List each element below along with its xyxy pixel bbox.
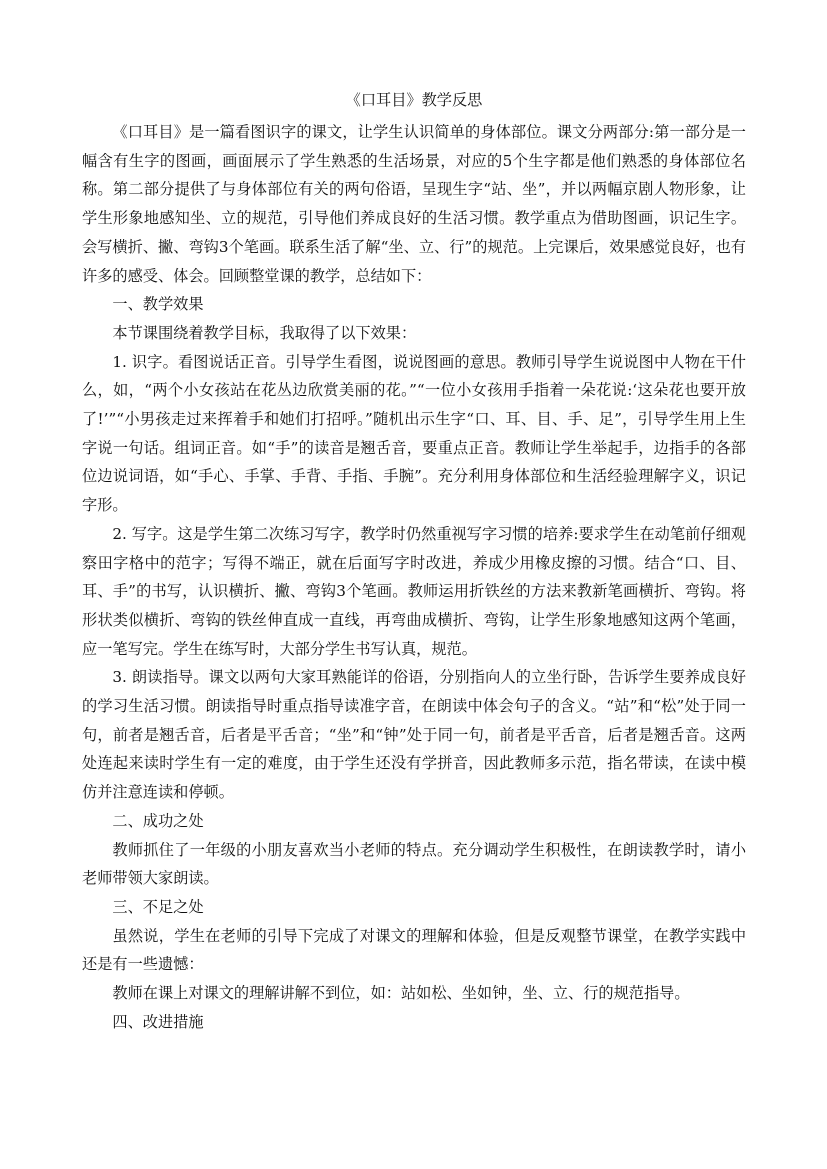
paragraph-literacy: 1. 识字。看图说话正音。引导学生看图，说说图画的意思。教师引导学生说说图中人物在干什么，如，“两个小女孩站在花丛边欣赏美丽的花。”“一位小女孩用手指着一朵花说:‘这朵花也要开放了!’”“小男孩走过来挥着手和她们打招呼。”随机出示生字“口、耳、目、手、足”，引导学生用上生字说一句话。组词正音。如“手”的读音是翘舌音，要重点正音。教师让学生举起手，边指手的各部位边说词语，如“手心、手掌、手背、手指、手腕”。充分利用身体部位和生活经验理解字义，识记字形。 — [82, 352, 746, 515]
paragraph-intro: 《口耳目》是一篇看图识字的课文，让学生认识简单的身体部位。课文分两部分:第一部分是一幅含有生字的图画，画面展示了学生熟悉的生活场景，对应的5个生字都是他们熟悉的身体部位名称。第二部分提供了与身体部位有关的两句俗语，呈现生字“站、坐”，并以两幅京剧人物形象，让学生形象地感知坐、立的规范，引导他们养成良好的生活习惯。教学重点为借助图画，识记生字。会写横折、撇、弯钩3个笔画。联系生活了解“坐、立、行”的规范。上完课后，效果感觉良好，也有许多的感受、体会。回顾整堂课的教学，总结如下： — [82, 123, 746, 285]
paragraph-effects-intro: 本节课围绕着教学目标，我取得了以下效果： — [112, 323, 417, 342]
section-heading-improvements: 四、改进措施 — [112, 1012, 204, 1031]
paragraph-reading: 3. 朗读指导。课文以两句大家耳熟能详的俗语，分别指向人的立坐行卧，告诉学生要养成良好的学习生活习惯。朗读指导时重点指导读准字音，在朗读中体会句子的含义。“站”和“松”处于同一句，前者是翘舌音，后者是平舌音；“坐”和“钟”处于同一句，前者是平舌音，后者是翘舌音。这两处连起来读时学生有一定的难度，由于学生还没有学拼音，因此教师多示范，指名带读，在读中模仿并注意连读和停顿。 — [82, 668, 746, 802]
paragraph-success: 教师抓住了一年级的小朋友喜欢当小老师的特点。充分调动学生积极性，在朗读教学时，请小老师带领大家朗读。 — [82, 840, 746, 888]
paragraph-shortcomings: 虽然说，学生在老师的引导下完成了对课文的理解和体验，但是反观整节课堂，在教学实践中还是有一些遗憾： — [82, 926, 746, 974]
document-page — [82, 82, 746, 1037]
section-heading-effects: 一、教学效果 — [112, 295, 204, 314]
section-heading-shortcomings: 三、不足之处 — [112, 897, 204, 916]
document-title: 《口耳目》教学反思 — [345, 91, 483, 109]
paragraph-shortcomings-detail: 教师在课上对课文的理解讲解不到位，如：站如松、坐如钟，坐、立、行的规范指导。 — [112, 984, 690, 1003]
section-heading-success: 二、成功之处 — [112, 811, 204, 830]
paragraph-writing: 2. 写字。这是学生第二次练习写字，教学时仍然重视写字习惯的培养:要求学生在动笔前仔细观察田字格中的范字；写得不端正，就在后面写字时改进，养成少用橡皮擦的习惯。结合“口、目、耳、手”的书写，认识横折、撇、弯钩3个笔画。教师运用折铁丝的方法来教新笔画横折、弯钩。将形状类似横折、弯钩的铁丝伸直成一直线，再弯曲成横折、弯钩，让学生形象地感知这两个笔画，应一笔写完。学生在练写时，大部分学生书写认真，规范。 — [82, 524, 746, 658]
